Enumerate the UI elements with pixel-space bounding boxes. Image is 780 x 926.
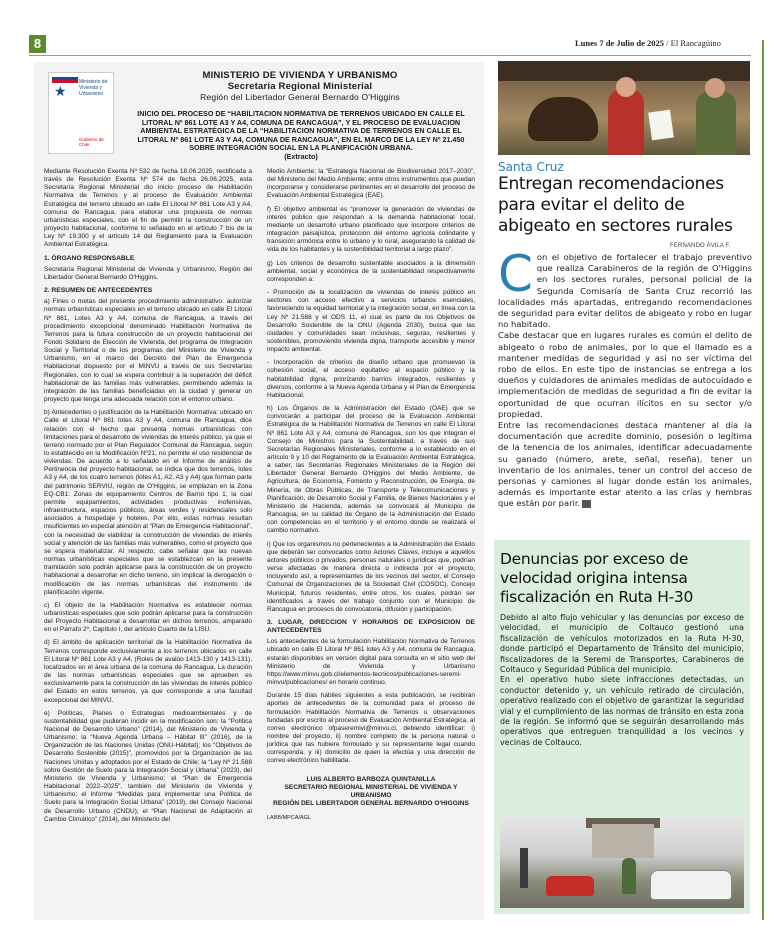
notice-reference: LABB/MPCA/AGL — [267, 814, 312, 821]
end-mark-icon — [582, 500, 591, 508]
article2-photo — [500, 818, 744, 908]
notice-plazo: Durante 15 días hábiles siguientes a esta publicación, se recibirán aportes de antecedentes de la comunidad para el proceso de formulación Habilitación Normativa de Terrenos u observaciones fundadas por escrito al proceso de Evaluación Ambiental Estratégica, al correo electrónico ofpaseremivi@minvu.cl, debiendo identificar: i) nombre del proyecto, ii) nombre completo de la persona natural o jurídica que las hubiere formulado y su representante legal cuando corresponda, y iii) domicilio de quien la efectúa y una dirección de correo electrónico habilitada. — [267, 692, 475, 765]
notice-item-f: f) El objetivo ambiental es “promover la generación de viviendas de interés público que respondan a la demanda habitacional local, mediante un desarrollo urbano planificado que incorpore criterios de integración paisajística, protección del entorno agrícola colindante y transición armónica entre lo urbano y lo rural, asegurando la calidad de vida de los habitantes y la sostenibilidad territorial a largo plazo”. — [267, 205, 475, 254]
photo-document — [648, 110, 674, 141]
photo-officer — [622, 858, 636, 894]
photo-white-car — [650, 870, 732, 900]
notice-item-b: b) Antecedentes o justificación de la Habilitación Normativa: ubicado en Calle el Litoral Nº 861 lotes A3 y A4, comuna de Rancagua, dice relación con el hecho que presenta normas urbanísticas con limitaciones para el desarrollo de viviendas de interés público, ya que el terreno normado por el Plan Regulador Comunal de Rancagua, según lo establecido en la Modificación Nº21, no permite el uso residencial de viviendas. De acuerdo a lo señalado en el Informe de análisis de Pertinencia del proyecto habitacional, se indica que dos terrenos, lotes A3 y A4, de los cuatro terrenos (lotes A1, A2, A3 y A4) que forman parte del patrimonio SERVIU, región de O'Higgins, se emplazan en la Zona EQ-CB1: Zonas de equipamiento Centros de Barrio tipo 1, la cual permite equipamientos, actividades productivas inofensivas, infraestructura, espacios públicos, áreas verdes y residenciales solo asociados a hospedaje y hoteles. Por ello, estas normas resultan insuficientes en especial atención al “Plan de Emergencia Habitacional”, con la necesidad de viabilizar la construcción de viviendas de interés social y atención de las familias más vulnerables, como el proyecto que se espera materializar. Al respecto, cabe señalar que las nuevas normas urbanísticas especiales que se establezcan en la presente tramitación solo podrán aplicarse para la construcción de un proyecto habitacional a desarrollar en dicho terreno, sin implicar la derogación o modificación de las normas urbanísticas del instrumento de planificación vigente. — [44, 409, 252, 596]
notice-organo: Secretaría Regional Ministerial de Vivienda y Urbanismo, Región del Libertador General Bernardo O'Higgins. — [44, 265, 252, 281]
signature-block: LUIS ALBERTO BARBOZA QUINTANILLA SECRETARIO REGIONAL MINISTERIAL DE VIVIENDA Y URBANISMO REGIÓN DEL LIBERTADOR GENERAL BERNARDO O'HIGGINS — [273, 775, 469, 807]
logo-gov-text: Gobierno de Chile — [79, 137, 104, 147]
article2-paragraph-1: Debido al alto flujo vehicular y las denuncias por exceso de velocidad, el municipio de Coltauco gestionó una fiscalización de vehículos motorizados en la Ruta H-30, donde participó el Departamento de Tránsito del municipio, fiscalizadores de la Seremi de Transportes, Carabineros de Coltauco y Seguridad Pública del municipio. — [500, 613, 744, 675]
notice-item-g: g) Los criterios de desarrollo sustentable asociados a la dimensión ambiental, social y económica de la sustentabilidad respectivamente corresponden a: — [267, 259, 475, 283]
article1-paragraph-3: Entre las recomendaciones destaca mantener al día la documentación que acredite dominio, posesión o legítima de la tenencia de los animales, identificar adecuadamente su ganado (número, arete, señal, reseña), tener un inventario de los animales, tener un control del acceso de personas y camiones al lugar donde están los animales, además es importante estar atento a las crías y hembras que están por parir. — [498, 420, 752, 509]
photo-red-car — [546, 876, 594, 896]
notice-intro: Mediante Resolución Exenta Nº 532 de fecha 18.06.2025, rectificada a través de Resolución Exenta Nº 574 de fecha 26.06.2025, esta Secretaría Regional Ministerial dio inicio proceso de Habilitación Normativa de Terrenos y al proceso de Evaluación Ambiental Estratégica del terreno ubicado en calle El Litoral Nº 861 Lote A3 y A4, comuna de Rancagua, para elaborar una propuesta de normas urbanísticas especiales, con el fin de permitir la construcción de un proyecto habitacional, conforme lo señalado en el artículo 7 bis de la Ley Nº 19.300 y el artículo 14 del Reglamento para la Evaluación Ambiental Estratégica. — [44, 168, 252, 249]
page-number: 8 — [29, 35, 46, 53]
photo-head — [616, 77, 636, 97]
notice-item-g2: - Incorporación de criterios de diseño urbano que promuevan la cohesión social, el acceso equitativo al espacio público y la habitabilidad digna, priorizando barrios integrados, resilientes y diversos, conforme a la Nueva Agenda Urbana y el Plan de Emergencia Habitacional. — [267, 359, 475, 399]
article1-section: Santa Cruz — [498, 160, 564, 174]
photo-house — [592, 824, 654, 858]
star-icon: ★ — [54, 83, 67, 99]
article1-paragraph-2: Cabe destacar que en lugares rurales es común el delito de abigeato o robo de animales, por lo que el llamado es a mantener medidas de seguridad y así no ser víctima del robo de ellos. En este tipo de instancias se entrega a los dueños y cuidadores de animales medidas de autocuidado e implementación de medidas de seguridad a fin de evitar la oportunidad de que ocurran ilícitos en su sector y/o propiedad. — [498, 330, 752, 419]
photo-head — [705, 78, 725, 98]
notice-title: INICIO DEL PROCESO DE “HABILITACION NORMATIVA DE TERRENOS UBICADO EN CALLE EL LITORAL Nº 861 LOTE A3 Y A4, COMUNA DE RANCAGUA”, Y EL PROCESO DE EVALUACION AMBIENTAL ESTRATÉGICA DE LA “HABILITACION NORMATIVA DE TERRENOS EN CALLE EL LITORAL Nº 861 LOTE A3 Y A4, COMUNA DE RANCAGUA”, EN EL MARCO DE LA LEY Nº 21.450 SOBRE INTEGRACIÓN SOCIAL EN LA PLANIFICACIÓN URBANA. (Extracto) — [137, 109, 465, 161]
notice-item-i: i) Que los organismos no pertenecientes a la Administración del Estado que deberán ser convocados como Actores Claves, incluye a aquellos actores públicos o privados, personas naturales o jurídicas que, podrían verse afectadas de manera directa o indirecta por el proyecto, incluyendo así, a representantes de los vecinos del sector, el Consejo Comunal de Organizaciones de la Sociedad Civil (COSOC), Concejo Municipal, futuros residentes, entre otros, los cuales, podrán ser identificados a través del trabajo conjunto con el Municipio de Rancagua en procesos de convocatoria, difusión y participación. — [267, 540, 475, 613]
article2-body — [500, 613, 744, 748]
notice-cont: Medio Ambiente; la “Estrategia Nacional de Biodiversidad 2017–2030”, del Ministerio del Medio Ambiente; entre otros instrumentos que puedan incorporarse y considerarse pertinentes en el desarrollo del proceso de Evaluación Ambiental Estratégica (EAE). — [267, 168, 475, 200]
minvu-logo — [48, 72, 114, 154]
article2-paragraph-2: En el operativo hubo siete infracciones detectadas, un conductor detenido y, un vehículo retirado de circulación, operativo realizado con el objetivo de garantizar la seguridad vial y el cumplimiento de las normas de tránsito en esta zona de la región. Se informó que se seguirán desarrollando más operativos que entreguen tranquilidad a los vecinos y vecinas de Coltauco. — [500, 675, 744, 747]
photo-person-red — [608, 89, 644, 155]
paper-name: El Rancagüino — [670, 38, 721, 48]
notice-item-g1: - Promoción de la localización de viviendas de interés público en sectores con acceso efectivo a servicios urbanos esenciales, favoreciendo la equidad territorial y la integración social, en línea con la Ley Nº 21.588 y el ODS 11, el cual es parte de los Objetivos de Desarrollo Sostenible de la ONU (Agenda 2030), busca que las ciudades y comunidades sean inclusivas, seguras, resilientes y sostenibles, promoviendo vivienda digna, transporte accesible y menor impacto ambiental. — [267, 289, 475, 354]
photo-sign-post — [520, 848, 528, 888]
section-heading-lugar: 3. LUGAR, DIRECCION Y HORARIOS DE EXPOSICION DE ANTECEDENTES — [267, 618, 475, 635]
header-divider — [29, 55, 751, 56]
notice-item-d: d) El ámbito de aplicación territorial de la Habilitación Normativa de Terrenos corresponde exclusivamente a los terrenos ubicados en calle El Litoral Nº 861 Lote A3 y A4, (Roles de avalúo 1413-130 y 1413-131), localizados en el área urbana de la comuna de Rancagua. La duración de las normas urbanísticas especiales que se aprueben es exclusivamente para la construcción de las viviendas de interés público del Estado en estos terrenos, ya que corresponde a una facultad excepcional del MINVU. — [44, 639, 252, 704]
notice-lugar: Los antecedentes de la formulación Habilitación Normativa de Terrenos ubicado en calle El Litoral Nº 861 lotes A3 y A4, comuna de Rancagua, estarán disponibles en versión digital para consulta en el sitio web del Ministerio de Vivienda y Urbanismo https://www.minvu.gob.cl/elementos-tecnicos/publicaciones-seremi-minvu/publicaciones/ en horario continuo. — [267, 638, 475, 687]
notice-item-a: a) Fines o metas del presente procedimiento administrativo: autorizar normas urbanísticas especiales en el terreno ubicado en calle El Litoral Nº 861, Lotes A3 y A4, comuna de Rancagua, a través del procedimiento excepcional denominado Habilitación Normativa de Terrenos para la futura construcción de un proyecto habitacional del Fondo Solidario de Elección de Vivienda, del programa de Integración Social y Territorial o de los programas del Ministerio de Vivienda y Urbanismo, en el marco del Decreto del Plan de Emergencia Habitacional dispuesto por el MINVU a través de sus Secretarías Regionales, con lo cual se espera contribuir a la superación del déficit habitacional de las familias más vulnerables, permitiendo además la integración de las familias beneficiadas en la ciudad y generar un proyecto que tenga una adecuada relación con el entorno urbano. — [44, 298, 252, 404]
section-heading-antecedentes: 2. RESUMEN DE ANTECEDENTES — [44, 287, 153, 295]
page-edge-rule — [762, 40, 774, 920]
header-date: Lunes 7 de Julio de 2025 / El Rancagüino — [575, 38, 721, 48]
article1-photo — [498, 61, 750, 155]
legal-notice — [34, 62, 484, 920]
photo-officer — [696, 91, 736, 155]
article1-byline: FERNANDO ÁVILA F. — [670, 242, 731, 249]
article2-box — [494, 540, 750, 914]
photo-horse — [528, 97, 598, 141]
article1-headline: Entregan recomendaciones para evitar el delito de abigeato en sectores rurales — [498, 174, 733, 236]
article1-paragraph-1: on el objetivo de fortalecer el trabajo preventivo que realiza Carabineros de la región de O'Higgins en los sectores rurales, personal policial de la Segunda Comisaría de Santa Cruz recorrió las localidades más apartadas, entregando recomendaciones de seguridad para evitar delitos de abigeato y robo en lugar no habitado. — [498, 252, 752, 330]
notice-column-left — [44, 168, 252, 829]
notice-header — [40, 66, 478, 161]
notice-column-right — [267, 168, 475, 822]
dropcap: C — [498, 245, 533, 303]
notice-item-e: e) Políticas, Planes o Estrategias medioambientales y de sustentabilidad que pudieran incidir en la modificación son: la “Política Nacional de Desarrollo Urbano” (2014), del Ministerio de Vivienda y Urbanismo; la “Nueva Agenda Urbana – Hábitat III” (2016), de la Organización de las Naciones Unidas (ONU-Hábitat); los “Objetivos de Desarrollo Sostenible (2015)”, promovidos por la Organización de las Naciones Unidas y adoptados por el Estado de Chile; la “Ley Nº 21.588 sobre Gestión de Suelo para la Integración Social y Urbana” (2023), del Ministerio de Vivienda y Urbanismo; el “Plan de Emergencia Habitacional 2022–2025”, también del Ministerio de Vivienda y Urbanismo; el Informe “Medidas para implementar una Política de Suelo para la Integración Social Urbana” (2019), del Consejo Nacional de Desarrollo Urbano (CNDU); el “Plan Nacional de Adaptación al Cambio Climático” (2014), del Ministerio del — [44, 709, 252, 823]
logo-text: Ministerio de Vivienda y Urbanismo — [79, 79, 108, 97]
section-heading-organo: 1. ÓRGANO RESPONSABLE — [44, 254, 135, 262]
notice-item-c: c) El objeto de la Habilitación Normativa es establecer normas urbanísticas especiales que solo podrán aplicarse para la construcción del Proyecto Habitacional a desarrollar en dichos terrenos, amparado en el Párrafo 2º, Capítulo I, del artículo Cuarto de la LISU. — [44, 601, 252, 634]
ministry-heading: MINISTERIO DE VIVIENDA Y URBANISMO Secretaría Regional Ministerial Región del Libertador General Bernardo O'Higgins — [200, 70, 400, 102]
notice-item-h: h) Los Órganos de la Administración del Estado (OAE) que se convocarán a participar del proceso de la Evaluación Ambiental Estratégica de la Habilitación Normativa de Terrenos en calle El Litoral Nº 861 Lote A3 y A4, comuna de Rancagua, son los que integran el Consejo de Ministros para la Sustentabilidad, a través de sus Secretarías Regionales Ministeriales, conforme a lo establecido en el artículo 9 y 10 del Reglamento de la Evaluación Ambiental Estratégica, a saber, las Secretarías Regionales Ministeriales de la Región del Libertador General Bernardo O'Higgins del Medio Ambiente, de Agricultura, de Economía, Fomento y Reconstrucción, de Energía, de Minería, de Obras Públicas, de Transporte y Telecomunicaciones y Planificación, de Desarrollo Social y Familia, de Bienes Nacionales y el Ministerio de Hacienda, además se convocará al Municipio de Rancagua, en su calidad de Órgano de la Administración del Estado con competencias en el territorio y el entorno donde se realizará el cambio normativo. — [267, 405, 475, 535]
article2-headline: Denuncias por exceso de velocidad origina intensa fiscalización en Ruta H-30 — [500, 550, 694, 606]
